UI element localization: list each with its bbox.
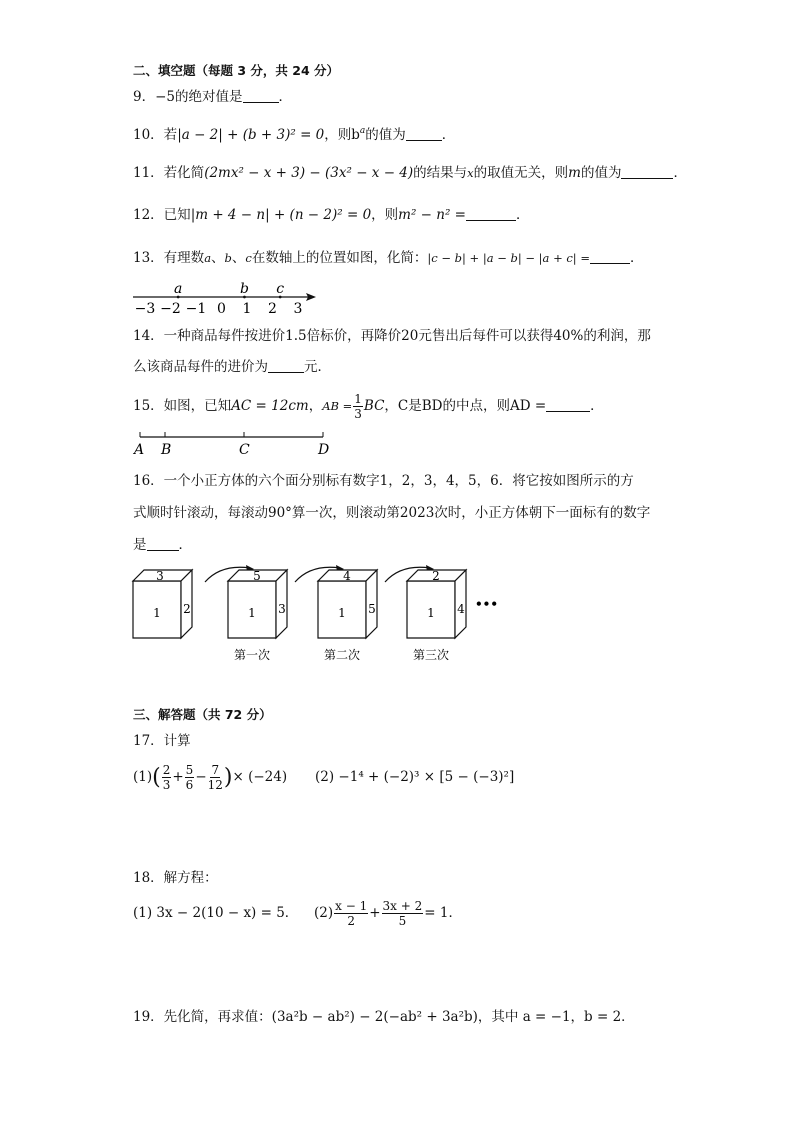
answer-blank[interactable] xyxy=(268,358,304,373)
q10-number: 10．若 xyxy=(133,127,178,143)
q9-expression: −5的绝对值是 xyxy=(155,89,243,105)
q12-number: 12．已知 xyxy=(133,207,191,223)
q9-tail: ． xyxy=(278,89,292,105)
question-12 xyxy=(133,205,530,225)
answer-blank[interactable] xyxy=(546,397,590,412)
cube-top-number: 2 xyxy=(432,569,440,583)
q17-minus: − xyxy=(195,769,207,785)
q15-bc: BC xyxy=(363,398,385,414)
q14-text: 么该商品每件的进价为 xyxy=(133,359,268,375)
frac-den: 6 xyxy=(185,778,194,792)
q13-sep-2: 、 xyxy=(231,250,246,266)
number-line-tick-label: 0 xyxy=(217,301,226,317)
label-d: D xyxy=(318,442,330,458)
frac-den: 2 xyxy=(347,914,355,928)
question-16-line-1: 16．一个小正方体的六个面分别标有数字1，2，3，4，5，6．将它按如图所示的方 xyxy=(133,473,634,489)
cube-caption: 第一次 xyxy=(233,648,271,662)
question-18-part-2 xyxy=(314,896,462,930)
q18-p2-label: (2) xyxy=(314,905,334,921)
cube-top-number: 5 xyxy=(253,569,261,583)
cube-front-number: 1 xyxy=(427,606,435,620)
q13-sep-1: 、 xyxy=(211,250,225,266)
frac-num: 5 xyxy=(185,763,194,777)
q13-end: ． xyxy=(629,250,644,266)
number-line-tick-label: −1 xyxy=(185,301,207,317)
question-10 xyxy=(133,121,455,145)
question-11 xyxy=(133,163,687,183)
cube-top-number: 3 xyxy=(156,569,164,583)
q15-frac-num: 1 xyxy=(354,392,362,406)
q11-end: ． xyxy=(673,165,687,181)
number-line-tick-label: 2 xyxy=(268,301,277,317)
cube-front-number: 1 xyxy=(248,606,256,620)
q16-text: 是 xyxy=(133,537,147,553)
label-a: A xyxy=(134,442,145,458)
segment-figure xyxy=(130,428,340,460)
q14-end: 元． xyxy=(304,359,331,375)
q10-exponent: a xyxy=(359,126,366,136)
q10-expression: |a − 2| + (b + 3)² = 0 xyxy=(177,127,325,143)
q11-var-x: x xyxy=(467,166,474,180)
cube-initial xyxy=(133,569,192,638)
q10-end: ． xyxy=(441,127,456,143)
cube-front-number: 1 xyxy=(153,606,161,620)
question-19: 19．先化简，再求值：(3a²b − ab²) − 2(−ab² + 3a²b)，其中 a = −1，b = 2． xyxy=(133,1009,635,1025)
answer-blank[interactable] xyxy=(243,88,279,103)
number-line-point-label-a: a xyxy=(173,281,183,297)
answer-blank[interactable] xyxy=(466,206,516,221)
q11-text-2: 的取值无关，则 xyxy=(473,165,569,181)
q11-text-3: 的值为 xyxy=(580,165,622,181)
answer-blank[interactable] xyxy=(621,164,673,179)
frac-den: 3 xyxy=(162,778,171,792)
question-17-title: 17．计算 xyxy=(133,733,191,749)
q12-text: ，则 xyxy=(371,207,399,223)
frac-den: 5 xyxy=(398,914,407,928)
cube-caption: 第三次 xyxy=(412,648,450,662)
number-line-point-label-b: b xyxy=(239,281,249,297)
q10-tail: 的值为 xyxy=(365,127,406,143)
q15-text: ，C是BD的中点，则AD = xyxy=(384,398,547,414)
q18-p2-tail: = 1． xyxy=(424,905,462,921)
question-14-line-1: 14．一种商品每件按进价1.5倍标价，再降价20元售出后每件可以获得40%的利润，那 xyxy=(133,328,651,344)
number-line-point-label-c: c xyxy=(276,281,285,297)
q13-var-c: c xyxy=(245,251,252,265)
q17-plus: + xyxy=(172,769,184,785)
cube-caption: 第二次 xyxy=(323,648,361,662)
frac-den: 12 xyxy=(207,778,223,792)
cube-roll-3 xyxy=(407,569,466,662)
q13-expression: |c − b| + |a − b| − |a + c| = xyxy=(427,251,590,265)
q17-p1-tail: × (−24) xyxy=(232,769,288,785)
paren-right: ) xyxy=(223,765,233,790)
cube-top-number: 4 xyxy=(343,569,351,583)
q11-expression: (2mx² − x + 3) − (3x² − x − 4) xyxy=(204,165,414,181)
q12-expression: |m + 4 − n| + (n − 2)² = 0 xyxy=(190,207,372,223)
answer-blank[interactable] xyxy=(406,126,442,141)
label-b: B xyxy=(161,442,172,458)
q17-p1-label: (1) xyxy=(133,769,153,785)
cube-roll-2 xyxy=(318,569,377,662)
cube-side-number: 2 xyxy=(183,602,191,616)
label-c: C xyxy=(239,442,250,458)
paren-left: ( xyxy=(152,765,161,790)
q12-expression-2: m² − n² = xyxy=(398,207,466,223)
number-line-tick-label: 3 xyxy=(293,301,303,317)
q11-var-m: m xyxy=(568,165,581,181)
frac-5-6 xyxy=(185,763,195,792)
question-16-line-2: 式顺时针滚动，每滚动90°算一次，则滚动第2023次时，小正方体朝下一面标有的数字 xyxy=(133,505,651,521)
q11-number: 11．若化简 xyxy=(133,165,205,181)
cube-front-number: 1 xyxy=(338,606,346,620)
cube-side-number: 3 xyxy=(278,602,286,616)
frac-7-12 xyxy=(208,763,223,792)
question-15 xyxy=(133,392,604,421)
frac-num: x − 1 xyxy=(335,899,368,913)
q15-ac: AC = 12cm xyxy=(231,398,309,414)
q9-number: 9． xyxy=(133,89,156,105)
q15-end: ． xyxy=(590,398,604,414)
q13-text: 在数轴上的位置如图，化简： xyxy=(251,250,428,266)
cube-rolling-figure xyxy=(128,560,508,670)
q11-text-1: 的结果与 xyxy=(413,165,468,181)
frac-num: 3x + 2 xyxy=(382,899,423,913)
frac-3x-plus-2-over-5 xyxy=(382,899,424,928)
q13-number: 13．有理数 xyxy=(133,250,205,266)
question-18-title: 18．解方程： xyxy=(133,870,218,886)
q16-end: ． xyxy=(178,537,192,553)
answer-blank[interactable] xyxy=(590,249,630,264)
q12-end: ． xyxy=(516,207,530,223)
question-17-part-2: (2) −1⁴ + (−2)³ × [5 − (−3)²] xyxy=(315,769,515,785)
q10-base: ，则b xyxy=(324,127,360,143)
frac-x-minus-1-over-2 xyxy=(334,899,368,928)
question-9 xyxy=(133,87,292,107)
q15-ab: AB = xyxy=(322,399,353,413)
ellipsis: ••• xyxy=(475,597,499,611)
frac-num: 7 xyxy=(211,763,220,777)
section-2-heading: 二、填空题（每题 3 分，共 24 分） xyxy=(133,63,340,78)
question-16-line-3 xyxy=(133,535,192,555)
number-line-tick-label: −2 xyxy=(160,301,181,317)
answer-blank[interactable] xyxy=(147,536,179,551)
question-13 xyxy=(133,248,643,268)
frac-2-3 xyxy=(162,763,172,792)
q15-sep: ， xyxy=(308,398,323,414)
number-line-tick-label: −3 xyxy=(134,301,156,317)
q18-plus: + xyxy=(369,905,381,921)
question-14-line-2 xyxy=(133,357,331,377)
cube-side-number: 4 xyxy=(457,602,465,616)
q13-var-a: a xyxy=(204,251,212,265)
question-17-part-1 xyxy=(133,762,287,792)
number-line-figure xyxy=(130,280,320,320)
q15-frac-den: 3 xyxy=(354,407,362,421)
section-3-heading: 三、解答题（共 72 分） xyxy=(133,707,272,722)
q15-number: 15．如图，已知 xyxy=(133,398,232,414)
question-18-part-1: (1) 3x − 2(10 − x) = 5． xyxy=(133,905,299,921)
q15-fraction xyxy=(353,392,363,421)
number-line-tick-label: 1 xyxy=(242,301,252,317)
cube-roll-1 xyxy=(228,569,287,662)
q13-var-b: b xyxy=(224,251,232,265)
cube-side-number: 5 xyxy=(368,602,376,616)
frac-num: 2 xyxy=(162,763,171,777)
